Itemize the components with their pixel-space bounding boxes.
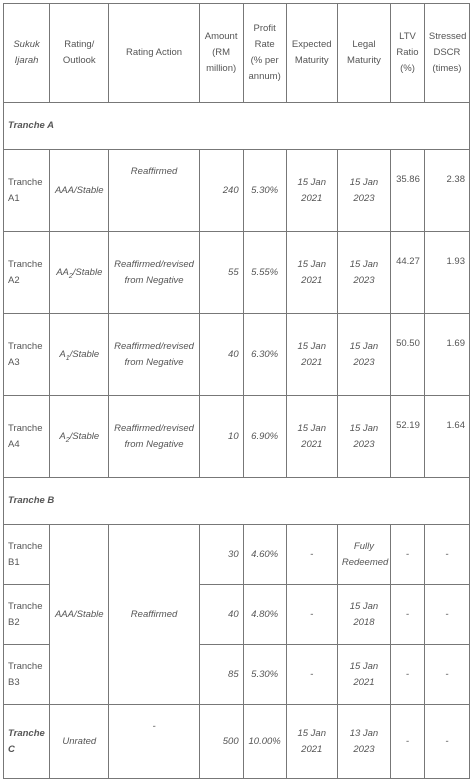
- ltv-ratio: 52.19: [391, 396, 425, 478]
- rating-action: Reaffirmed/revised from Negative: [109, 232, 199, 314]
- expected-maturity: 15 Jan 2021: [286, 396, 337, 478]
- expected-maturity: 15 Jan 2021: [286, 150, 337, 232]
- section-tranche-b: Tranche B: [4, 478, 470, 525]
- rating-action: Reaffirmed: [109, 150, 199, 232]
- rating-outlook: [50, 396, 109, 478]
- tranche-name: Tranche B2: [4, 585, 50, 645]
- legal-maturity: Fully Redeemed: [337, 525, 390, 585]
- legal-maturity: 15 Jan 2021: [337, 645, 390, 705]
- rating-subscript: 2: [65, 436, 70, 444]
- table-row: [4, 150, 470, 232]
- expected-maturity: -: [286, 585, 337, 645]
- legal-maturity: 13 Jan 2023: [337, 705, 390, 779]
- stressed-dscr: -: [424, 525, 469, 585]
- ltv-ratio: -: [391, 645, 425, 705]
- rating-tail: /Stable: [69, 430, 100, 442]
- rating-main: A: [59, 430, 66, 442]
- amount: 500: [199, 705, 243, 779]
- stressed-dscr: 1.69: [424, 314, 469, 396]
- ltv-ratio: -: [391, 525, 425, 585]
- ltv-ratio: 35.86: [391, 150, 425, 232]
- amount: 10: [199, 396, 243, 478]
- rating-main: A: [59, 348, 66, 360]
- table-row: [4, 525, 470, 585]
- rating-outlook: Unrated: [50, 705, 109, 779]
- legal-maturity: 15 Jan 2023: [337, 396, 390, 478]
- legal-maturity: 15 Jan 2018: [337, 585, 390, 645]
- ltv-ratio: -: [391, 585, 425, 645]
- rating-subscript: 2: [68, 272, 73, 280]
- ltv-ratio: 44.27: [391, 232, 425, 314]
- rating-action: Reaffirmed: [109, 525, 199, 705]
- rating-subscript: 1: [65, 354, 70, 362]
- legal-maturity: 15 Jan 2023: [337, 232, 390, 314]
- tranche-name: Tranche A3: [4, 314, 50, 396]
- rating-tail: /Stable: [69, 348, 100, 360]
- rating-outlook: AAA/Stable: [50, 150, 109, 232]
- amount: 55: [199, 232, 243, 314]
- ltv-ratio: -: [391, 705, 425, 779]
- section-row: [4, 478, 470, 525]
- tranche-name: Tranche A2: [4, 232, 50, 314]
- amount: 40: [199, 585, 243, 645]
- profit-rate: 4.60%: [243, 525, 286, 585]
- profit-rate: 5.55%: [243, 232, 286, 314]
- stressed-dscr: 1.64: [424, 396, 469, 478]
- tranche-name: Tranche B3: [4, 645, 50, 705]
- header-amount: Amount (RM million): [199, 4, 243, 103]
- header-rating: Rating/ Outlook: [50, 4, 109, 103]
- header-dscr: Stressed DSCR (times): [424, 4, 469, 103]
- tranche-name: Tranche A4: [4, 396, 50, 478]
- profit-rate: 5.30%: [243, 645, 286, 705]
- profit-rate: 6.90%: [243, 396, 286, 478]
- stressed-dscr: -: [424, 705, 469, 779]
- rating-action: -: [109, 705, 199, 779]
- header-profit: Profit Rate (% per annum): [243, 4, 286, 103]
- section-tranche-a: Tranche A: [4, 103, 470, 150]
- table-row: [4, 232, 470, 314]
- stressed-dscr: 1.93: [424, 232, 469, 314]
- tranche-name: Tranche A1: [4, 150, 50, 232]
- legal-maturity: 15 Jan 2023: [337, 314, 390, 396]
- rating-outlook: [50, 314, 109, 396]
- profit-rate: 4.80%: [243, 585, 286, 645]
- header-row: [4, 4, 470, 103]
- header-sukuk: Sukuk Ijarah: [4, 4, 50, 103]
- stressed-dscr: -: [424, 585, 469, 645]
- expected-maturity: 15 Jan 2021: [286, 232, 337, 314]
- sukuk-rating-table: [3, 3, 470, 779]
- rating-action: Reaffirmed/revised from Negative: [109, 396, 199, 478]
- stressed-dscr: 2.38: [424, 150, 469, 232]
- header-ltv: LTV Ratio (%): [391, 4, 425, 103]
- amount: 40: [199, 314, 243, 396]
- rating-outlook: AAA/Stable: [50, 525, 109, 705]
- tranche-name: Tranche C: [4, 705, 50, 779]
- table-row: [4, 314, 470, 396]
- table-row: [4, 396, 470, 478]
- amount: 85: [199, 645, 243, 705]
- header-legal: Legal Maturity: [337, 4, 390, 103]
- profit-rate: 5.30%: [243, 150, 286, 232]
- ltv-ratio: 50.50: [391, 314, 425, 396]
- profit-rate: 10.00%: [243, 705, 286, 779]
- tranche-name: Tranche B1: [4, 525, 50, 585]
- rating-main: AA: [56, 266, 69, 278]
- expected-maturity: -: [286, 525, 337, 585]
- expected-maturity: 15 Jan 2021: [286, 705, 337, 779]
- header-expected: Expected Maturity: [286, 4, 337, 103]
- expected-maturity: 15 Jan 2021: [286, 314, 337, 396]
- rating-tail: /Stable: [72, 266, 103, 278]
- rating-outlook: [50, 232, 109, 314]
- header-action: Rating Action: [109, 4, 199, 103]
- section-row: [4, 103, 470, 150]
- legal-maturity: 15 Jan 2023: [337, 150, 390, 232]
- stressed-dscr: -: [424, 645, 469, 705]
- profit-rate: 6.30%: [243, 314, 286, 396]
- expected-maturity: -: [286, 645, 337, 705]
- amount: 240: [199, 150, 243, 232]
- amount: 30: [199, 525, 243, 585]
- rating-action: Reaffirmed/revised from Negative: [109, 314, 199, 396]
